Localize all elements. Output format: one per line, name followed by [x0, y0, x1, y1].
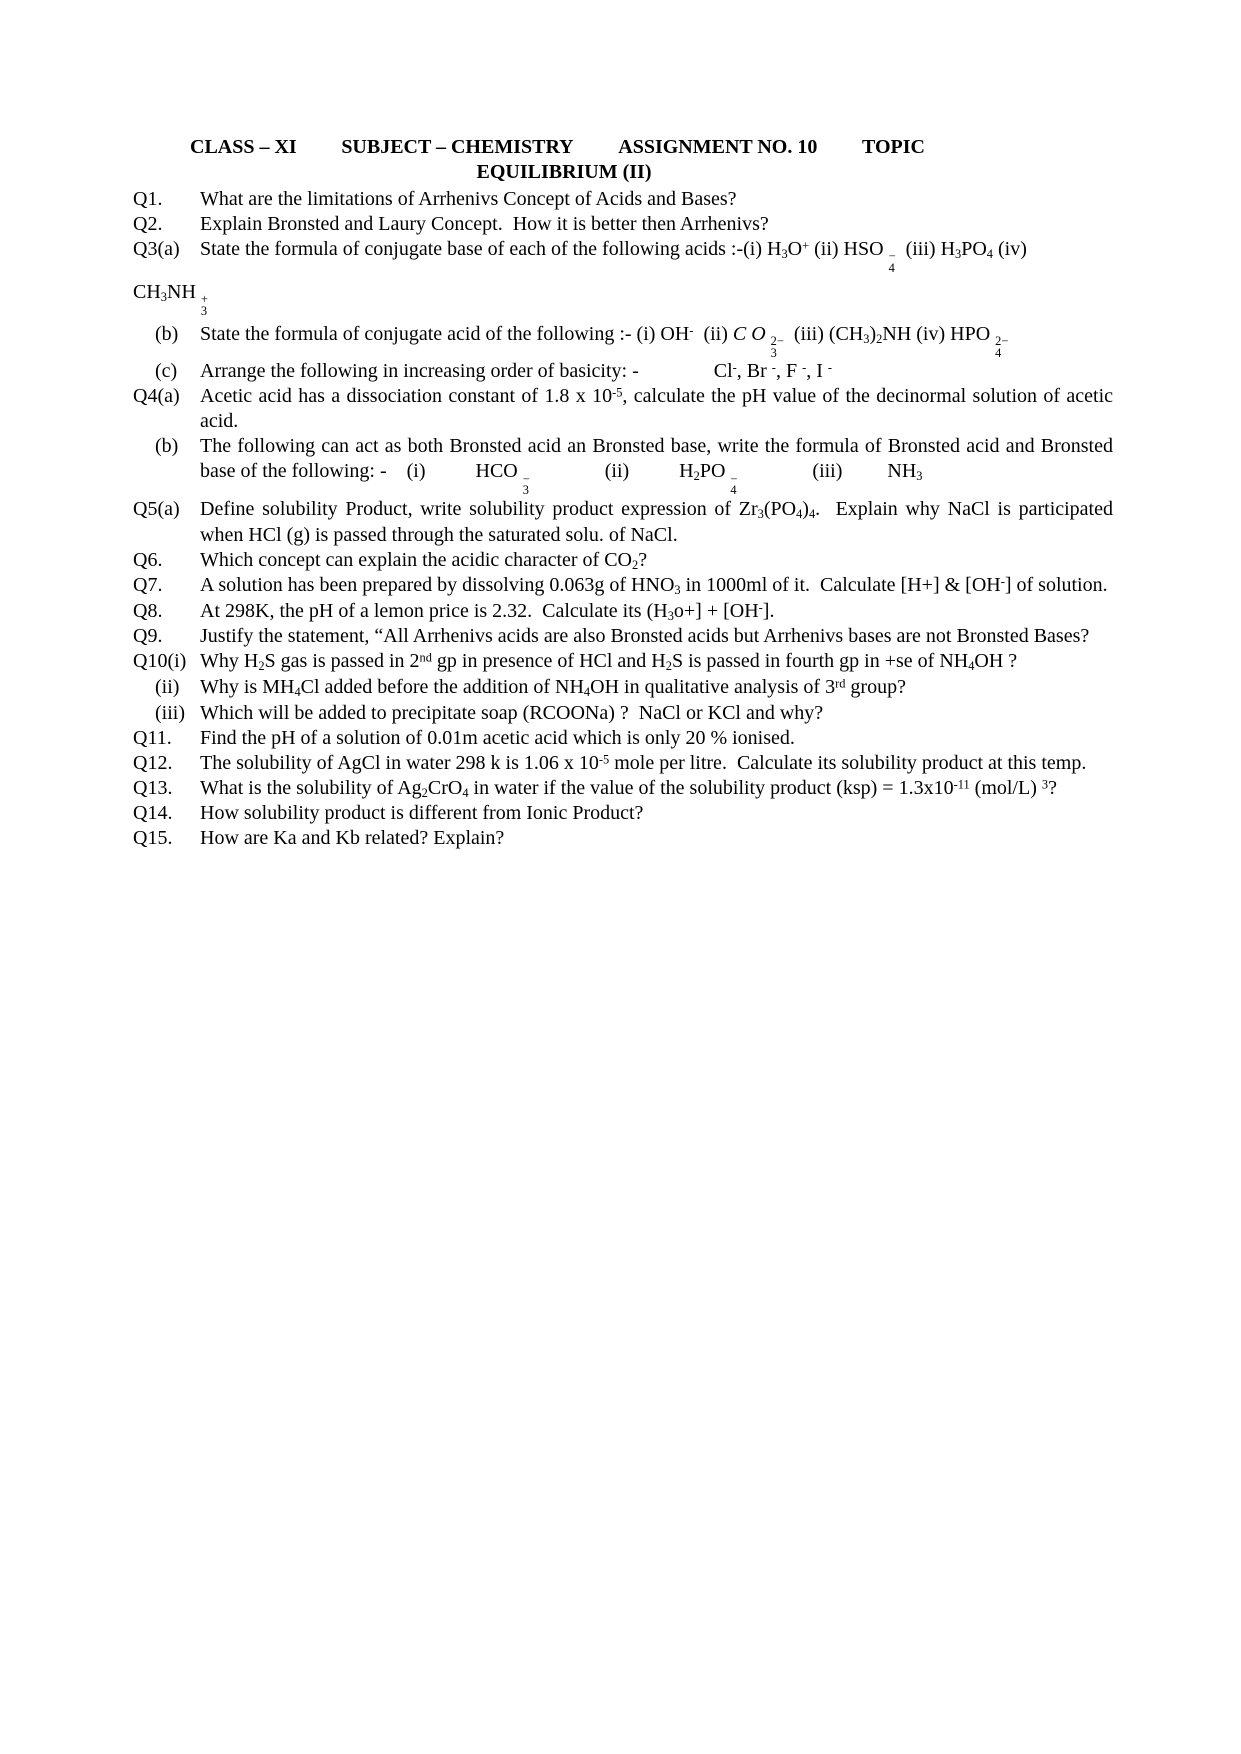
question-text: What is the solubility of $Ag_2CrO_4$ in water if the value of the solubility product $(ksp) = 1.3x10^{-11}$ (mol/L) $^3$? — [200, 776, 1057, 800]
question-label: Q10(i) — [133, 650, 187, 673]
class-label: CLASS – XI — [190, 136, 297, 158]
question-label: Q15. — [133, 827, 173, 850]
question-label: Q6. — [133, 548, 163, 571]
question-row — [133, 573, 1113, 599]
assignment-label: ASSIGNMENT NO. 10 — [618, 136, 818, 158]
header-row — [133, 135, 1113, 160]
question-label: Q3(a) — [133, 238, 180, 260]
stacked-charge: − 4 — [888, 249, 896, 275]
question-row — [133, 801, 1113, 826]
question-row — [133, 776, 1113, 802]
stacked-charge: 2− 3 — [770, 333, 784, 360]
stacked-charge: − 4 — [730, 471, 738, 498]
question-label: Q4(a) — [133, 385, 180, 408]
question-text: How solubility product is different from Ionic Product? — [200, 802, 644, 825]
question-row — [133, 701, 1113, 726]
question-row — [133, 548, 1113, 574]
question-label: Q11. — [133, 726, 172, 749]
question-text: State the formula of conjugate base of each of the following acids :-(i) $H_3O^+$ (ii) HSO − 4 (iii) $H_3PO_4$ (iv) — [200, 238, 1027, 275]
question-text: Which concept can explain the acidic character of $CO_2$? — [200, 548, 648, 572]
question-label: (b) — [155, 435, 179, 458]
question-text: Find the pH of a solution of 0.01m acetic acid which is only 20 % ionised. — [200, 726, 795, 749]
question-row — [133, 624, 1113, 649]
question-row — [133, 359, 1113, 384]
stacked-charge: − 3 — [522, 471, 530, 498]
question-label: Q14. — [133, 802, 173, 825]
stacked-charge: 2− 4 — [995, 333, 1009, 360]
question-text: Arrange the following in increasing order of basicity: - Cl-, Br -, F -, I - — [200, 360, 833, 383]
question-row — [133, 649, 1113, 675]
question-text: Which will be added to precipitate soap (RCOONa) ? NaCl or KCl and why? — [200, 701, 824, 724]
stacked-charge: + 3 — [200, 291, 208, 318]
question-label: Q9. — [133, 625, 163, 648]
question-text: The following can act as both Bronsted acid an Bronsted base, write the formula of Bronsted acid and Bronsted base of the following: - (i) HCO − 3 (ii) $H_2PO$ − 4 (iii) $NH_3$ — [200, 435, 1113, 498]
question-label: (b) — [155, 322, 179, 345]
question-text: How are Ka and Kb related? Explain? — [200, 827, 505, 850]
question-text: Why is $MH_4Cl$ added before the addition of $NH_4OH$ in qualitative analysis of 3rd group? — [200, 676, 906, 700]
question-row — [133, 187, 1113, 212]
question-label: Q7. — [133, 574, 163, 597]
question-label: Q8. — [133, 599, 163, 622]
question-row — [133, 726, 1113, 751]
question-text: Justify the statement, “All Arrhenivs acids are also Bronsted acids but Arrhenivs bases are not Bronsted Bases? — [200, 625, 1090, 648]
question-row — [133, 384, 1113, 434]
question-label: Q5(a) — [133, 498, 180, 521]
question-text: Define solubility Product, write solubility product expression of $Zr_3(PO_4)_4$. Explain why NaCl is participated when HCl (g) is passed through the saturated solu. of NaCl. — [200, 498, 1113, 546]
question-row — [133, 237, 1113, 275]
question-row — [133, 212, 1113, 237]
question-text: State the formula of conjugate acid of the following :- (i) OH- (ii) C O 2− 3 (iii) $(CH_3)_2NH$ (iv) HPO 2− 4 — [200, 322, 1009, 360]
topic-label: TOPIC — [861, 136, 925, 158]
question-label: Q2. — [133, 213, 163, 235]
question-text: Explain Bronsted and Laury Concept. How it is better then Arrhenivs? — [200, 213, 769, 235]
question-row — [133, 434, 1113, 497]
question-label: Q13. — [133, 776, 173, 799]
question-row — [133, 280, 1113, 318]
document-header — [133, 135, 1113, 185]
question-list — [133, 187, 1113, 851]
question-label: Q12. — [133, 751, 173, 774]
subject-label: SUBJECT – CHEMISTRY — [341, 136, 574, 158]
question-row — [133, 497, 1113, 548]
question-text: $CH_3NH$ + 3 — [133, 280, 208, 318]
question-text: Why $H_2S$ gas is passed in 2nd gp in presence of HCl and $H_2S$ is passed in fourth gp in +se of $NH_4OH$ ? — [200, 650, 1018, 674]
question-row — [133, 322, 1113, 360]
question-row — [133, 599, 1113, 625]
question-row — [133, 675, 1113, 701]
question-text: A solution has been prepared by dissolving 0.063g of $HNO_3$ in 1000ml of it. Calculate [H+] & [OH-] of solution. — [200, 574, 1108, 598]
question-label: Q1. — [133, 188, 163, 210]
question-row — [133, 826, 1113, 851]
question-label: (c) — [155, 360, 178, 383]
question-text: Acetic acid has a dissociation constant of 1.8 x $10^{-5}$, calculate the pH value of the decinormal solution of acetic acid. — [200, 385, 1113, 433]
question-text: At 298K, the pH of a lemon price is 2.32. Calculate its $(H_3o+] + [OH^-]$. — [200, 599, 775, 623]
question-label: (iii) — [155, 701, 185, 724]
question-label: (ii) — [155, 676, 180, 699]
question-text: The solubility of AgCl in water 298 k is 1.06 x $10^{-5}$ mole per litre. Calculate its solubility product at this temp. — [200, 751, 1087, 774]
question-text: What are the limitations of Arrhenivs Concept of Acids and Bases? — [200, 188, 737, 210]
document-title: EQUILIBRIUM (II) — [476, 161, 652, 183]
question-row — [133, 751, 1113, 776]
